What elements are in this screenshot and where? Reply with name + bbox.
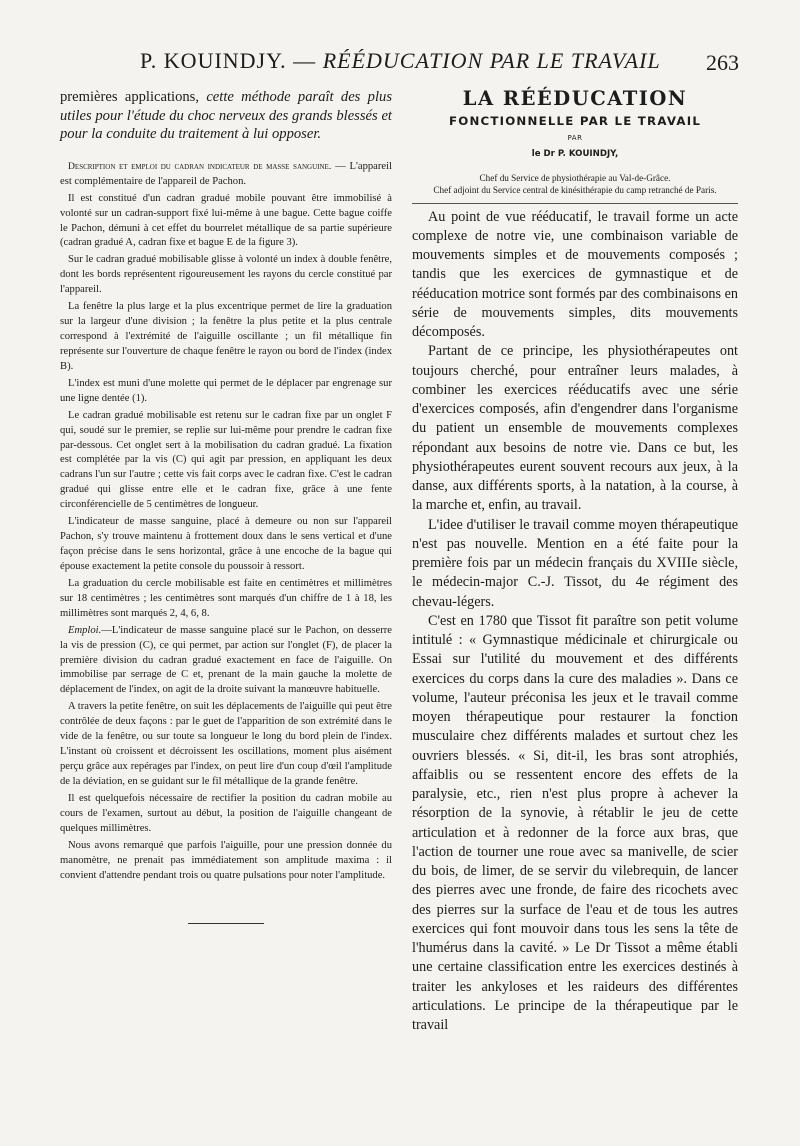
page-number: 263 [706,50,739,75]
body-paragraph: L'index est muni d'une molette qui permet de le déplacer par engrenage sur une ligne dentée (1). [60,377,392,404]
article-body [412,203,738,1036]
body-paragraph: A travers la petite fenêtre, on suit les déplacements de l'aiguille qui peut être contrôlée de deux façons : par le guet de l'apparition de son extrémité dans le vide de la fenêtre, ou sur toute sa longueur le long du bord plein de l'index. L'instant où croissent et décroissent les oscillations, moment plus aisément perçu grâce aux repérages par l'index, on peut lire d'un coup d'œil l'amplitude de la déviation, en se guidant sur le fil métallique de la grande fenêtre. [60,701,392,787]
body-paragraph: Il est quelquefois nécessaire de rectifier la position du cadran mobile au cours de l'examen, surtout au début, la position de l'aiguille changeant de quelques millimètres. [60,792,392,834]
emploi-paragraph [60,624,392,699]
section-heading: Description et emploi du cadran indicateur de masse sanguine. [68,160,332,172]
byline-par: PAR [567,134,583,142]
article-paragraph: Partant de ce principe, les physiothérapeutes ont toujours cherché, pour entraîner leurs malades, à combiner les exercices rééducatifs avec une série d'exercices composés, afin d'engendrer dans l'organisme du patient un ensemble de mouvements complexes répondant aux besoins de notre vie. Dans ce but, les physiothérapeutes eurent souvent recours aux jeux, à la danse, aux différents sports, à la natation, à la course, à la marche et, enfin, au travail. [412,343,738,514]
body-paragraph: Nous avons remarqué que parfois l'aiguille, pour une pression donnée du manomètre, ne prenait pas immédiatement son amplitude maxima : il convient d'attendre pendant trois ou quatre pulsations pour noter l'amplitude. [60,839,392,881]
body-paragraph: Sur le cadran gradué mobilisable glisse à volonté un index à double fenêtre, dont les bords représentent rigoureusement les rayons du cercle constitué par l'appareil. [60,254,392,296]
intro-italic: cette méthode paraît des plus utiles pour l'étude du choc nerveux des grands blessés et pour la conduite du traitement à lui opposer. [60,89,392,143]
emploi-label: Emploi. [68,624,102,636]
paragraph-text: — L'appareil est complémentaire de l'appareil de Pachon. [60,160,393,187]
left-column [60,88,392,924]
author-affiliation [412,173,738,197]
article-paragraph: C'est en 1780 que Tissot fit paraître son petit volume intitulé : « Gymnastique médicinale et chirurgicale ou Essai sur l'utilité du mouvement et des différents exercices du corps dans la cure des maladies ». Dans ce volume, l'auteur préconisa les jeux et le travail comme moyen thérapeutique pour restaurer la fonction musculaire chez différents malades et surtout chez les ouvriers blessés. « Si, dit-il, les bras sont atrophiés, affaiblis ou se ressentent encore des effets de la paralysie, etc., rien n'est plus propre à achever la résorption de la synovie, à rétablir le jeu de cette articulation et à redonner de la force aux bras, que l'action de tourner une roue avec sa manivelle, de scier du bois, de limer, de se servir du vilebrequin, de lancer des pierres avec une fronde, de faire des ricochets avec des pierres sur la surface de l'eau et de tous les autres exercices qui font mouvoir dans tous les sens la tête de l'humérus dans la cavité. » Le Dr Tissot a même établi une certaine classification entre les exercices destinés à traiter les ankyloses et les raideurs des différentes articulations. Le principe de la thérapeutique par le travail [412,612,738,1034]
body-paragraph: La graduation du cercle mobilisable est faite en centimètres et millimètres sur 18 centimètres ; les centimètres sont marqués d'un chiffre de 1 à 18, les millimètres sont marqués 2, 4, 6, 8. [60,577,392,619]
intro-paragraph [60,88,392,144]
article-title: LA RÉÉDUCATION [462,87,688,110]
running-title-author: P. KOUINDJY. — [140,48,317,73]
end-rule [188,923,264,924]
running-header [0,48,800,78]
affiliation-line-1: Chef du Service de physiothérapie au Val-de-Grâce. [479,173,671,183]
article-subtitle: FONCTIONNELLE PAR LE TRAVAIL [448,114,702,128]
paragraph-text: —L'indicateur de masse sanguine placé sur le Pachon, on desserre la vis de pression (C), ce qui permet, par action sur l'onglet (F), de placer la première division du cadran gradué exactement en face de l'aiguille. On immobilise par serrage de C et, prenant de la main gauche la molette de déplacement de l'index, on agit de la droite suivant la manœuvre habituelle. [60,624,392,696]
author-name: le Dr P. KOUINDJY, [531,149,619,159]
running-title [140,48,680,74]
article-paragraph: L'idee d'utiliser le travail comme moyen thérapeutique n'est pas nouvelle. Mention en a été faite pour la première fois par un médecin français du XVIIIe siècle, le médecin-major C.-J. Tissot, du 4e régiment des chevau-légers. [412,516,738,610]
body-paragraph: Il est constitué d'un cadran gradué mobile pouvant être immobilisé à volonté sur un cadran-support fixé lui-même à une bague. Cette bague coiffe le Pachon, démuni à cet effet du bourrelet métallique de sa partie supérieure (cadran gradué A, cadran fixe et bague E de la figure 3). [60,192,392,249]
article-paragraph: Au point de vue rééducatif, le travail forme un acte complexe de notre vie, une combinaison variable de mouvements simples et de mouvements composés ; tandis que les exercices de gymnastique et de rééducation motrice sont formés par des combinaisons en série de mouvements simples, dits mouvements décomposés. [412,203,738,343]
section-paragraph-1 [60,160,392,190]
right-column [412,88,738,1035]
body-paragraph: La fenêtre la plus large et la plus excentrique permet de lire la graduation sur la largeur d'une division ; la fenêtre la plus petite et la plus centrale correspond à l'extrémité de l'aiguille oscillante ; un fil métallique fin représente sur l'ouverture de chaque fenêtre le rayon ou bord de l'index (index B). [60,301,392,372]
body-paragraph: L'indicateur de masse sanguine, placé à demeure ou non sur l'appareil Pachon, s'y trouve maintenu à frottement doux dans le sens vertical et d'une façon précise dans le sens horizontal, grâce à une encoche de la bague qui épouse exactement la petite console du poussoir à ressort. [60,516,392,572]
intro-roman: premières applications, [60,89,207,105]
running-title-italic: RÉÉDUCATION PAR LE TRAVAIL [322,48,661,73]
affiliation-line-2: Chef adjoint du Service central de kinésithérapie du camp retranché de Paris. [433,184,717,195]
body-paragraph: Le cadran gradué mobilisable est retenu sur le cadran fixe par un onglet F qui, soudé sur le premier, se replie sur lui-même pour prendre le cadran fixe par-dessous. Cet onglet sert à la mobilisation du cadran gradué. La fixation est complétée par la vis (C) qui agit par pression, en appliquant les deux cadrans l'un sur l'autre ; cette vis fait corps avec le cadran fixe. C'est le cadran gradué qui glisse entre elle et le cadran fixe, grâce à une fente circonférencielle de 5 centimètres de longueur. [60,409,392,511]
